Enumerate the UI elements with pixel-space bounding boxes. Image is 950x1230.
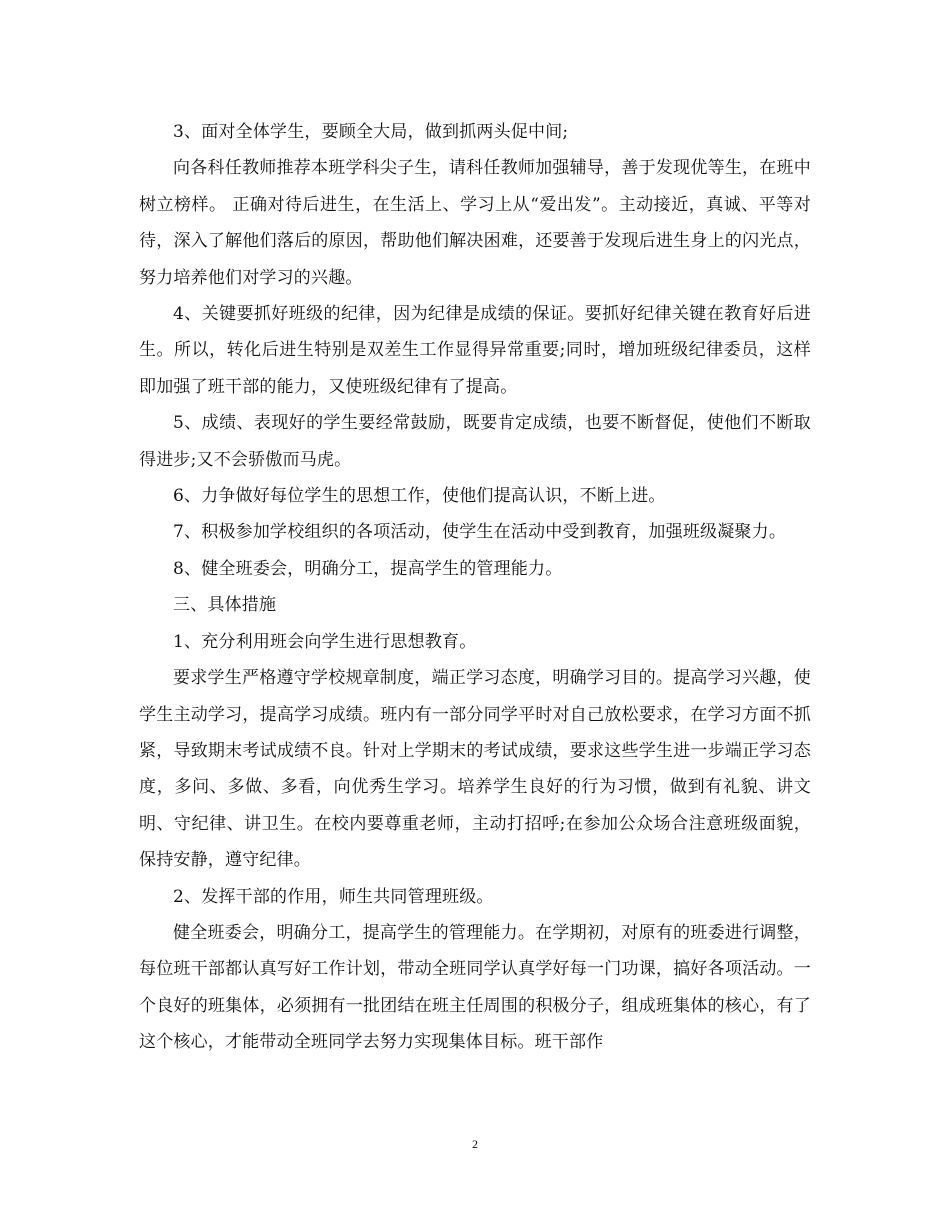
- paragraph-7: 8、健全班委会，明确分工，提高学生的管理能力。: [173, 558, 563, 579]
- paragraph-9: 1、充分利用班会向学生进行思想教育。: [173, 631, 477, 652]
- document-body: [139, 114, 811, 1061]
- paragraph-6: 7、积极参加学校组织的各项活动，使学生在活动中受到教育，加强班级凝聚力。: [173, 522, 787, 543]
- section-heading: 三、具体措施: [173, 595, 277, 616]
- paragraph-11: 2、发挥干部的作用，师生共同管理班级。: [173, 886, 494, 907]
- paragraph-1: 3、面对全体学生，要顾全大局，做到抓两头促中间;: [173, 122, 569, 142]
- paragraph-12: 健全班委会，明确分工，提高学生的管理能力。在学期初，对原有的班委进行调整，每位班干部都认真写好工作计划，带动全班同学认真学好每一门功课，搞好各项活动。一个良好的班集体，必须拥有一批团结在班主任周围的积极分子，组成班集体的核心，有了这个核心，才能带动全班同学去努力实现集体目标。班干部作: [139, 922, 811, 1053]
- paragraph-4: 5、成绩、表现好的学生要经常鼓励，既要肯定成绩，也要不断督促，使他们不断取得进步;又不会骄傲而马虎。: [139, 413, 811, 470]
- page-number: 2: [472, 1137, 478, 1151]
- paragraph-10: 要求学生严格遵守学校规章制度，端正学习态度，明确学习目的。提高学习兴趣，使学生主动学习，提高学习成绩。班内有一部分同学平时对自己放松要求，在学习方面不抓紧，导致期末考试成绩不良。针对上学期末的考试成绩，要求这些学生进一步端正学习态度，多问、多做、多看，向优秀生学习。培养学生良好的行为习惯，做到有礼貌、讲文明、守纪律、讲卫生。在校内要尊重老师，主动打招呼;在参加公众场合注意班级面貌，保持安静，遵守纪律。: [139, 668, 811, 871]
- paragraph-3: 4、关键要抓好班级的纪律，因为纪律是成绩的保证。要抓好纪律关键在教育好后进生。所以，转化后进生特别是双差生工作显得异常重要;同时，增加班级纪律委员，这样即加强了班干部的能力，又使班级纪律有了提高。: [139, 304, 811, 397]
- paragraph-2: 向各科任教师推荐本班学科尖子生，请科任教师加强辅导，善于发现优等生，在班中树立榜样。 正确对待后进生，在生活上、学习上从“爱出发”。主动接近，真诚、平等对待，深入了解他们落后的原因，帮助他们解决困难，还要善于发现后进生身上的闪光点，努力培养他们对学习的兴趣。: [139, 158, 811, 288]
- paragraph-5: 6、力争做好每位学生的思想工作，使他们提高认识，不断上进。: [173, 486, 666, 507]
